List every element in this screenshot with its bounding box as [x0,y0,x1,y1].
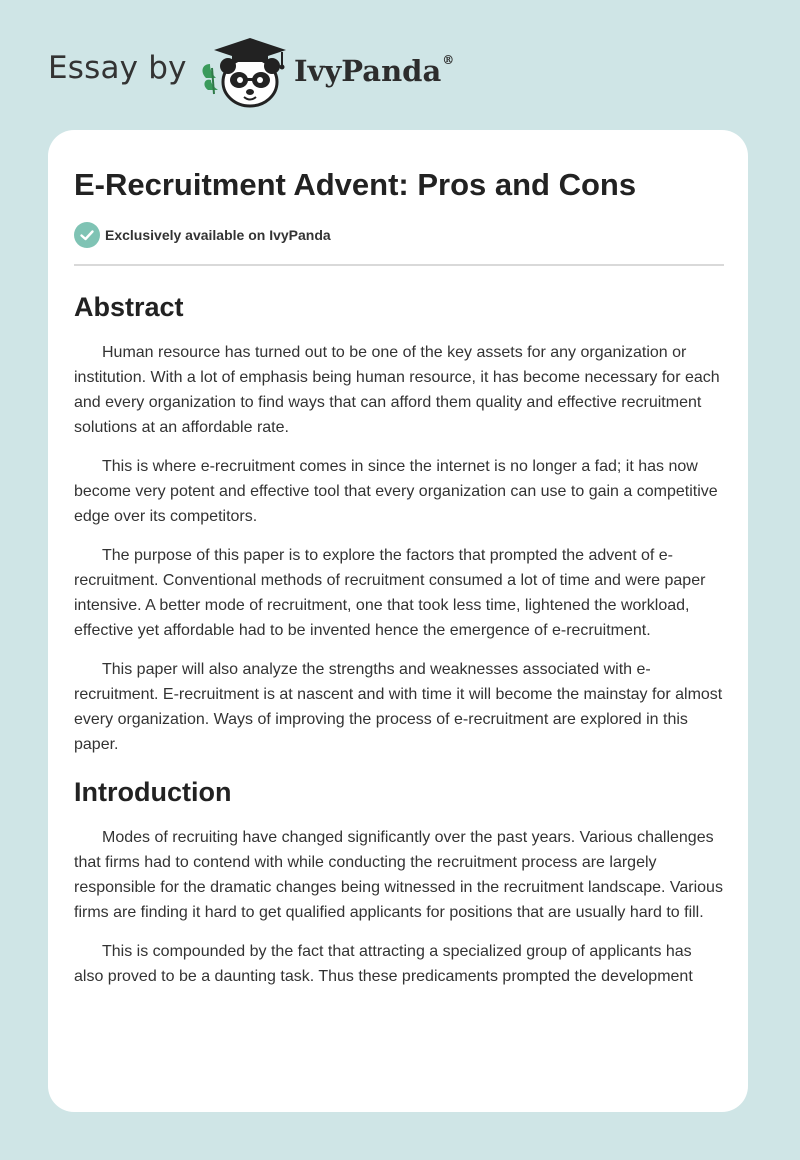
paragraph: This paper will also analyze the strengths and weaknesses associated with e-recruitment. E-recruitment is at nascent and with time it will become the mainstay for almost every organization. Ways of improving the process of e-recruitment are explored in this paper. [74,661,723,753]
page-title: E-Recruitment Advent: Pros and Cons [74,167,637,202]
section-introduction [74,775,724,989]
exclusive-badge [74,222,724,248]
brand-name[interactable]: IvyPanda® [294,53,455,88]
divider [74,264,724,266]
section-heading: Introduction [74,777,232,807]
section-heading: Abstract [74,292,184,322]
section-abstract [74,290,724,757]
panda-graduation-cap-icon[interactable] [198,34,293,110]
paragraph: The purpose of this paper is to explore the factors that prompted the advent of e-recruitment. Conventional methods of recruitment consumed a lot of time and were paper intensive. A better mode of recruitment, one that took less time, lightened the workload, effective yet affordable had to be invented hence the emergence of e-recruitment. [74,547,706,639]
registered-mark: ® [442,53,455,68]
check-circle-icon [74,222,100,248]
paragraph: Modes of recruiting have changed significantly over the past years. Various challenges that firms had to contend with while conducting the recruitment process are largely responsible for the dramatic changes being witnessed in the recruitment landscape. Various firms are finding it hard to get qualified applicants for positions that are usually hard to fill. [74,829,723,921]
essay-card [48,130,748,1112]
exclusive-badge-text: Exclusively available on IvyPanda [105,227,331,243]
essay-content [74,166,724,1003]
paragraph: Human resource has turned out to be one of the key assets for any organization or institution. With a lot of emphasis being human resource, it has become necessary for each and every organization to find ways that can afford them quality and effective recruitment solutions at an affordable rate. [74,344,720,436]
site-header [48,34,468,114]
brand-prefix: Essay by [48,50,187,86]
paragraph: This is compounded by the fact that attracting a specialized group of applicants has also proved to be a daunting task. Thus these predicaments prompted the development [74,943,693,985]
paragraph: This is where e-recruitment comes in since the internet is no longer a fad; it has now become very potent and effective tool that every organization can use to gain a competitive edge over its competitors. [74,458,718,525]
